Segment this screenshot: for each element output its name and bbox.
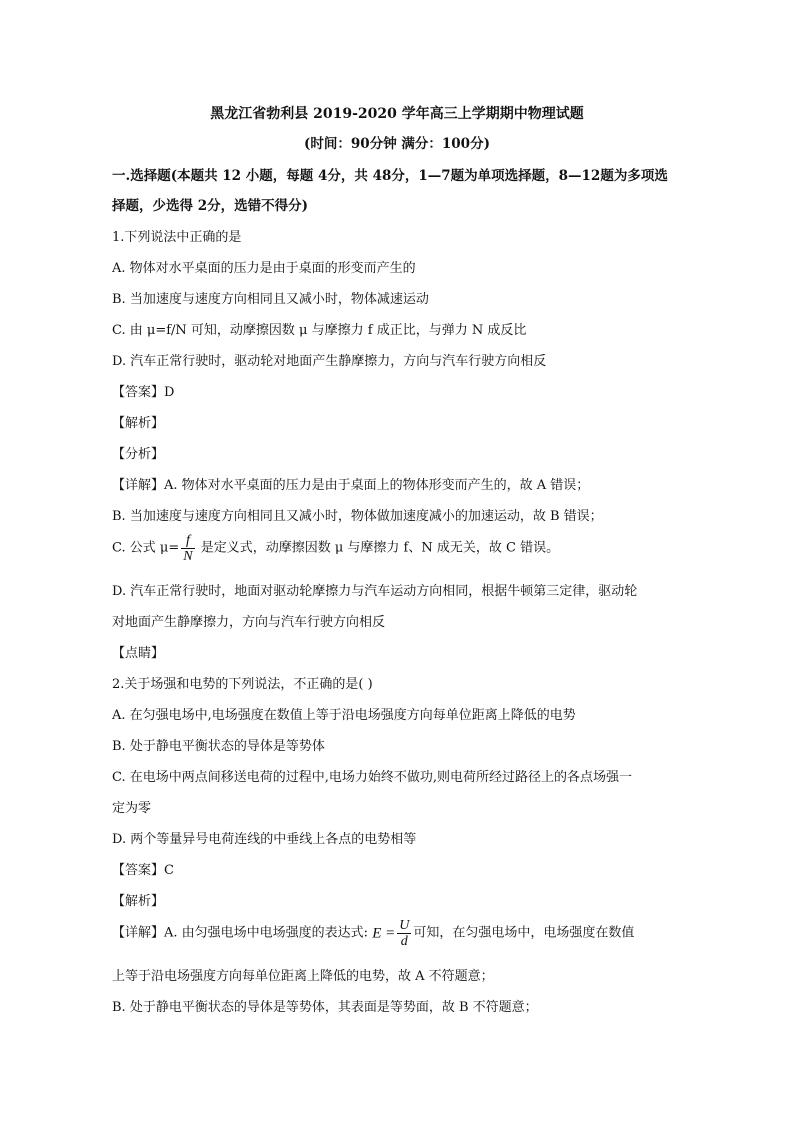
friction-coefficient-fraction: [181, 533, 194, 564]
document-title: 黑龙江省勃利县 2019-2020 学年高三上学期期中物理试题: [210, 106, 584, 122]
q2-detail-a-suffix: 可知，在匀强电场中，电场强度在数值: [413, 925, 635, 941]
section-instructions-line-2: 择题，少选得 2分，选错不得分): [112, 198, 308, 214]
q2-option-d: D. 两个等量异号电荷连线的中垂线上各点的电势相等: [112, 832, 417, 847]
q1-answer: 【答案】D: [112, 385, 175, 400]
fraction-denominator: d: [400, 934, 408, 949]
document-subtitle: (时间：90分钟 满分：100分): [304, 136, 490, 152]
q1-option-a: A. 物体对水平桌面的压力是由于桌面的形变而产生的: [112, 261, 416, 276]
q1-fenxi-heading: 【分析】: [112, 447, 165, 462]
q1-detail-d-line-2: 对地面产生静摩擦力，方向与汽车行驶方向相反: [112, 615, 386, 630]
fraction-numerator: f: [181, 533, 194, 549]
q1-detail-c-prefix: C. 公式 μ=: [112, 540, 180, 556]
q2-option-c-line-2: 定为零: [112, 801, 152, 816]
q1-detail-d-line-1: D. 汽车正常行驶时，地面对驱动轮摩擦力与汽车运动方向相同，根据牛顿第三定律，驱动轮: [112, 584, 638, 599]
q2-detail-a-line-2: 上等于沿电场强度方向每单位距离上降低的电势，故 A 不符题意；: [112, 969, 494, 984]
field-strength-fraction: [397, 918, 411, 949]
q1-dianjing-heading: 【点睛】: [112, 646, 165, 661]
q1-option-d: D. 汽车正常行驶时，驱动轮对地面产生静摩擦力，方向与汽车行驶方向相反: [112, 354, 547, 369]
fraction-denominator: N: [183, 549, 193, 564]
q1-detail-c-suffix: 是定义式，动摩擦因数 μ 与摩擦力 f、N 成无关，故 C 错误。: [196, 540, 560, 556]
q2-analysis-heading: 【解析】: [112, 894, 165, 909]
q1-stem: 1.下列说法中正确的是: [112, 230, 242, 245]
q2-answer: 【答案】C: [112, 863, 174, 878]
q2-option-c-line-1: C. 在电场中两点间移送电荷的过程中,电场力始终不做功,则电荷所经过路径上的各点场强一: [112, 770, 633, 785]
q2-option-a: A. 在匀强电场中,电场强度在数值上等于沿电场强度方向每单位距离上降低的电势: [112, 708, 576, 723]
q1-detail-a: 【详解】A. 物体对水平桌面的压力是由于桌面上的物体形变而产生的，故 A 错误；: [112, 478, 590, 493]
q1-analysis-heading: 【解析】: [112, 416, 165, 431]
q2-option-b: B. 处于静电平衡状态的导体是等势体: [112, 739, 325, 754]
q2-detail-a: [112, 918, 686, 949]
field-strength-symbol: E =: [372, 925, 396, 942]
q2-stem: 2.关于场强和电势的下列说法，不正确的是( ): [112, 677, 373, 692]
q1-option-c: C. 由 μ=f/N 可知，动摩擦因数 μ 与摩擦力 f 成正比，与弹力 N 成反比: [112, 323, 527, 338]
q2-detail-b: B. 处于静电平衡状态的导体是等势体，其表面是等势面，故 B 不符题意；: [112, 1000, 538, 1015]
q1-option-b: B. 当加速度与速度方向相同且又减小时，物体减速运动: [112, 292, 429, 307]
q1-detail-b: B. 当加速度与速度方向相同且又减小时，物体做加速度减小的加速运动，故 B 错误；: [112, 509, 603, 524]
fraction-numerator: U: [399, 918, 410, 933]
q2-detail-a-prefix: 【详解】A. 由匀强电场中电场强度的表达式:: [112, 925, 369, 941]
q1-detail-c: [112, 533, 686, 564]
section-instructions-line-1: 一.选择题(本题共 12 小题，每题 4分，共 48分，1—7题为单项选择题，8—12题为多项选: [112, 168, 668, 184]
